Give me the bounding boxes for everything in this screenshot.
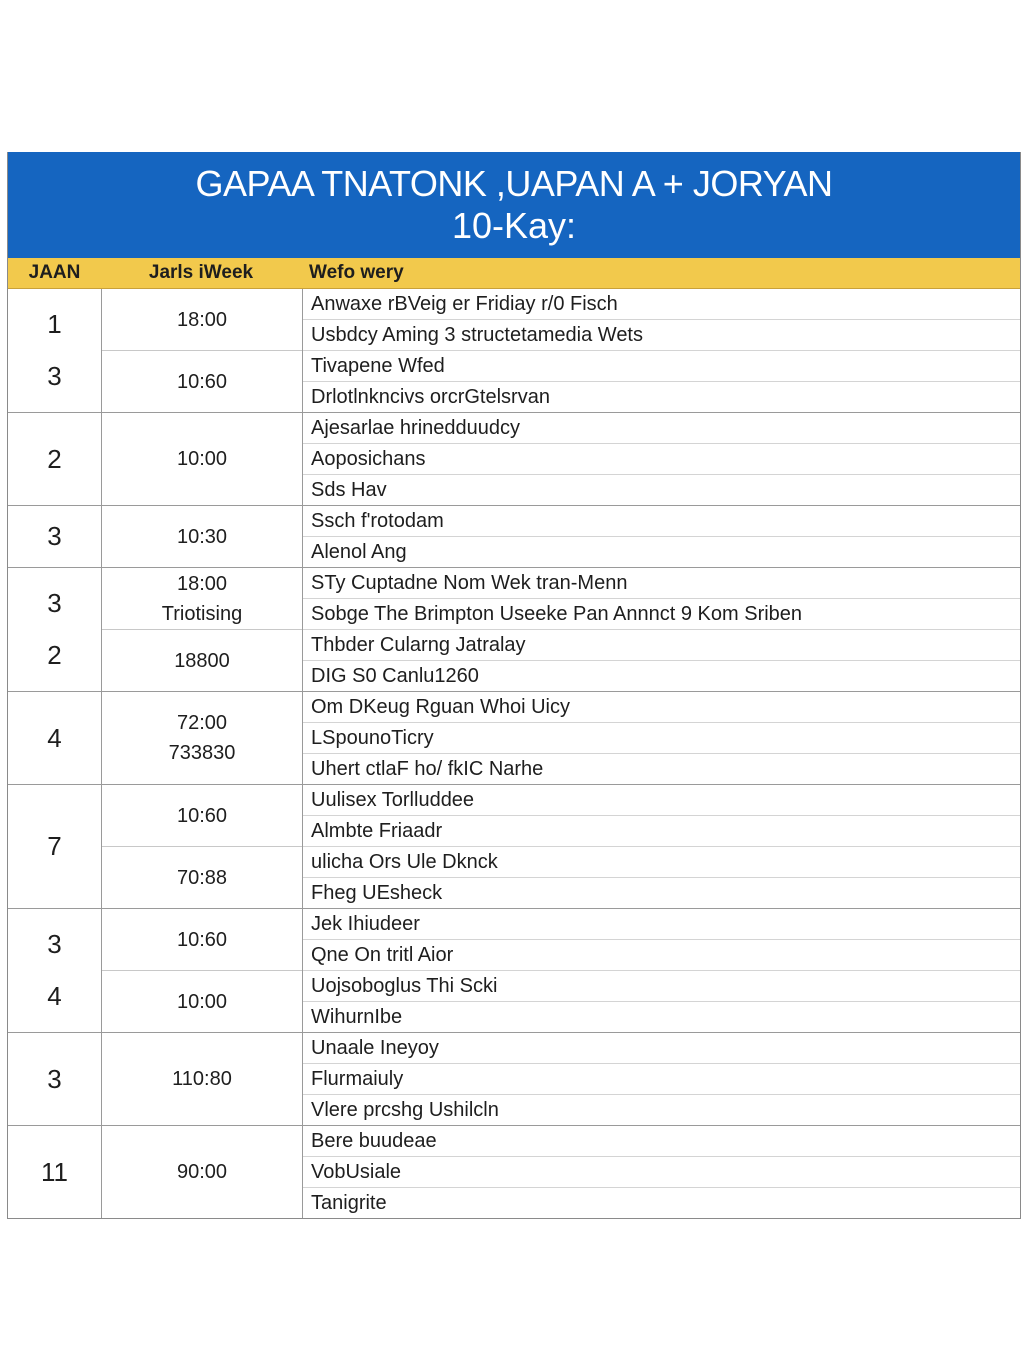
time-value: 72:00	[176, 712, 228, 734]
activity-row: Unaale Ineyoy	[311, 1037, 439, 1059]
day-number: 1	[47, 309, 62, 340]
activity-row: DIG S0 Canlu1260	[303, 660, 1020, 691]
time-slot	[102, 1033, 302, 1125]
activity-row: Jek Ihiudeer	[311, 913, 420, 935]
time-value: Triotising	[161, 602, 243, 625]
time-cell	[102, 692, 303, 784]
day-cell	[8, 289, 102, 412]
activity-row: LSpounoTicry	[303, 722, 1020, 753]
day-cell	[8, 1126, 102, 1218]
activity-row: Uojsoboglus Thi Scki	[303, 970, 1020, 1001]
day-cell	[8, 909, 102, 1032]
time-value: 18800	[174, 649, 230, 672]
day-number: 3	[47, 929, 62, 960]
time-slot	[102, 1126, 302, 1218]
activity-cell	[303, 1126, 1020, 1218]
day-number: 11	[41, 1156, 68, 1187]
time-value: 10:00	[176, 990, 228, 1013]
time-value: 18:00	[176, 308, 228, 331]
activity-row: Drlotlnkncivs orcrGtelsrvan	[303, 381, 1020, 412]
day-number: 3	[47, 521, 62, 551]
time-slot	[102, 350, 302, 412]
time-value: 10:30	[176, 525, 228, 548]
column-header-activity: Wefo wery	[309, 262, 404, 283]
time-cell	[102, 785, 303, 908]
activity-row: Fheg UEsheck	[303, 877, 1020, 908]
day-number: 2	[47, 639, 62, 670]
activity-row: Aoposichans	[303, 443, 1020, 474]
time-value: 110:80	[172, 1068, 232, 1090]
activity-cell	[303, 785, 1020, 908]
schedule-group	[8, 289, 1020, 412]
time-slot	[102, 970, 302, 1032]
time-value: 70:88	[176, 866, 228, 889]
day-number: 3	[47, 588, 62, 619]
time-cell	[102, 568, 303, 691]
day-number: 3	[47, 360, 62, 391]
time-slot	[102, 568, 302, 629]
day-cell	[8, 568, 102, 691]
schedule-group	[8, 505, 1020, 567]
schedule-group	[8, 1125, 1020, 1218]
title-line-2: 10-Kay:	[451, 205, 577, 246]
day-number: 4	[47, 980, 62, 1011]
schedule-group	[8, 1032, 1020, 1125]
time-slot	[102, 909, 302, 970]
activity-row: Qne On tritl Aior	[303, 939, 1020, 970]
time-cell	[102, 506, 303, 567]
activity-row: Thbder Cularng Jatralay	[303, 629, 1020, 660]
time-value: 733830	[168, 742, 236, 764]
time-slot	[102, 785, 302, 846]
schedule-group	[8, 691, 1020, 784]
activity-cell	[303, 289, 1020, 412]
activity-row: Vlere prcshg Ushilcln	[303, 1094, 1020, 1125]
activity-cell	[303, 506, 1020, 567]
activity-cell	[303, 413, 1020, 505]
time-slot	[102, 413, 302, 505]
day-number: 3	[47, 1063, 62, 1094]
activity-row: Alenol Ang	[303, 536, 1020, 567]
time-value: 90:00	[176, 1161, 228, 1183]
activity-row: Ajesarlae hrinedduudcy	[311, 417, 521, 439]
column-header-day: JAAN	[28, 262, 81, 283]
day-cell	[8, 1033, 102, 1125]
time-slot	[102, 846, 302, 908]
title-line-1: GAPAA TNATONK ,UAPAN A + JORYAN	[195, 163, 833, 204]
schedule-group	[8, 567, 1020, 691]
column-header-time: Jarls iWeek	[148, 262, 254, 283]
schedule-body	[8, 289, 1020, 1218]
day-cell	[8, 413, 102, 505]
time-value: 10:60	[176, 804, 228, 827]
time-slot	[102, 692, 302, 784]
time-slot	[102, 289, 302, 350]
day-number: 7	[47, 831, 62, 861]
activity-row: STy Cuptadne Nom Wek tran-Menn	[311, 572, 628, 594]
schedule-sheet	[7, 152, 1021, 1219]
schedule-group	[8, 784, 1020, 908]
column-header-row	[8, 258, 1020, 289]
time-slot	[102, 629, 302, 691]
activity-row: Uhert ctlaF ho/ fkIC Narhe	[303, 753, 1020, 784]
activity-row: Sobge The Brimpton Useeke Pan Annnct 9 Kom Sriben	[303, 598, 1020, 629]
activity-row: WihurnIbe	[303, 1001, 1020, 1032]
time-value: 10:00	[176, 448, 228, 470]
day-cell	[8, 506, 102, 567]
day-cell	[8, 692, 102, 784]
time-cell	[102, 289, 303, 412]
day-cell	[8, 785, 102, 908]
activity-row: Usbdcy Aming 3 structetamedia Wets	[303, 319, 1020, 350]
title-banner	[8, 152, 1020, 258]
time-cell	[102, 1033, 303, 1125]
schedule-group	[8, 908, 1020, 1032]
time-value: 18:00	[176, 572, 228, 595]
activity-cell	[303, 692, 1020, 784]
day-number: 4	[47, 722, 62, 753]
activity-row: Sds Hav	[303, 474, 1020, 505]
time-cell	[102, 909, 303, 1032]
day-number: 2	[47, 443, 62, 474]
activity-row: Uulisex Torlluddee	[311, 789, 475, 811]
activity-cell	[303, 909, 1020, 1032]
time-cell	[102, 1126, 303, 1218]
activity-row: Flurmaiuly	[303, 1063, 1020, 1094]
activity-row: Ssch f'rotodam	[311, 510, 444, 532]
time-value: 10:60	[176, 370, 228, 393]
schedule-group	[8, 412, 1020, 505]
time-slot	[102, 506, 302, 567]
time-value: 10:60	[176, 928, 228, 951]
activity-row: ulicha Ors Ule Dknck	[303, 846, 1020, 877]
activity-cell	[303, 1033, 1020, 1125]
activity-row: Tivapene Wfed	[303, 350, 1020, 381]
time-cell	[102, 413, 303, 505]
activity-cell	[303, 568, 1020, 691]
activity-row: Tanigrite	[303, 1187, 1020, 1218]
activity-row: Almbte Friaadr	[303, 815, 1020, 846]
activity-row: Om DKeug Rguan Whoi Uicy	[311, 696, 570, 718]
activity-row: Bere buudeae	[311, 1130, 437, 1152]
activity-row: VobUsiale	[303, 1156, 1020, 1187]
activity-row: Anwaxe rBVeig er Fridiay r/0 Fisch	[311, 293, 618, 315]
